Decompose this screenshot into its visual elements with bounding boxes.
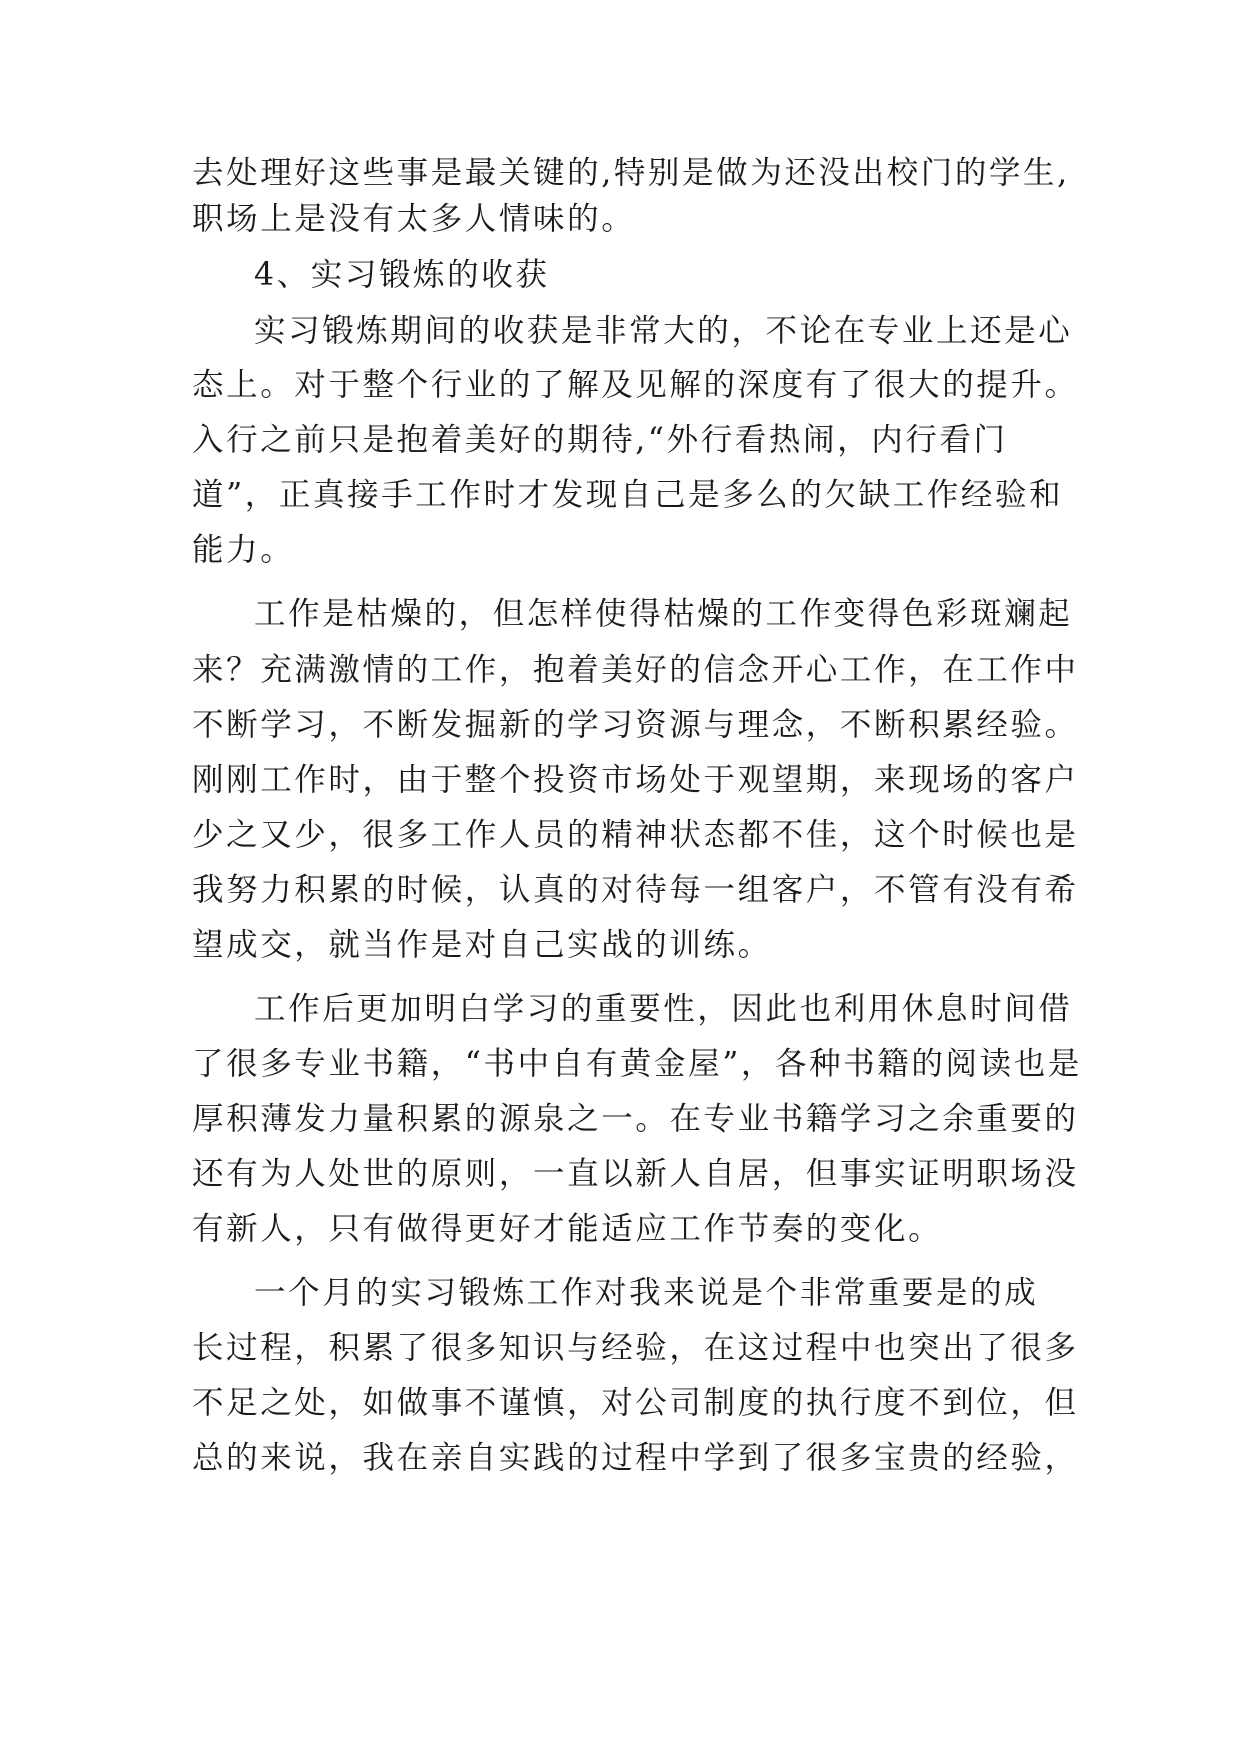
section-heading: 4、实习锻炼的收获	[254, 257, 550, 293]
text-line: 还有为人处世的原则，一直以新人自居，但事实证明职场没	[192, 1156, 1079, 1192]
text-line: 少之又少，很多工作人员的精神状态都不佳，这个时候也是	[192, 817, 1079, 853]
text-line: 去处理好这些事是最关键的,特别是做为还没出校门的学生,	[192, 155, 1070, 191]
text-line: 工作后更加明白学习的重要性，因此也利用休息时间借	[254, 991, 1073, 1027]
text-line: 态上。对于整个行业的了解及见解的深度有了很大的提升。	[192, 367, 1079, 403]
text-line: 一个月的实习锻炼工作对我来说是个非常重要是的成	[254, 1275, 1039, 1311]
text-line: 总的来说，我在亲自实践的过程中学到了很多宝贵的经验，	[192, 1440, 1079, 1476]
text-line: 道”，正真接手工作时才发现自己是多么的欠缺工作经验和	[192, 477, 1064, 513]
text-line: 长过程，积累了很多知识与经验，在这过程中也突出了很多	[192, 1330, 1079, 1366]
text-line: 能力。	[192, 532, 295, 568]
text-line: 有新人，只有做得更好才能适应工作节奏的变化。	[192, 1211, 943, 1247]
text-line: 来？充满激情的工作，抱着美好的信念开心工作，在工作中	[192, 652, 1079, 688]
text-line: 工作是枯燥的，但怎样使得枯燥的工作变得色彩斑斓起	[254, 596, 1073, 632]
text-line: 望成交，就当作是对自己实战的训练。	[192, 927, 772, 963]
text-line: 实习锻炼期间的收获是非常大的，不论在专业上还是心	[254, 313, 1073, 349]
text-line: 不断学习，不断发掘新的学习资源与理念，不断积累经验。	[192, 707, 1079, 743]
text-line: 了很多专业书籍，“书中自有黄金屋”，各种书籍的阅读也是	[192, 1046, 1082, 1082]
text-line: 不足之处，如做事不谨慎，对公司制度的执行度不到位，但	[192, 1385, 1079, 1421]
text-line: 厚积薄发力量积累的源泉之一。在专业书籍学习之余重要的	[192, 1101, 1079, 1137]
text-line: 刚刚工作时，由于整个投资市场处于观望期，来现场的客户	[192, 762, 1079, 798]
text-line: 入行之前只是抱着美好的期待,“外行看热闹，内行看门	[192, 422, 1008, 458]
text-line: 我努力积累的时候，认真的对待每一组客户，不管有没有希	[192, 872, 1079, 908]
text-line: 职场上是没有太多人情味的。	[192, 201, 636, 237]
